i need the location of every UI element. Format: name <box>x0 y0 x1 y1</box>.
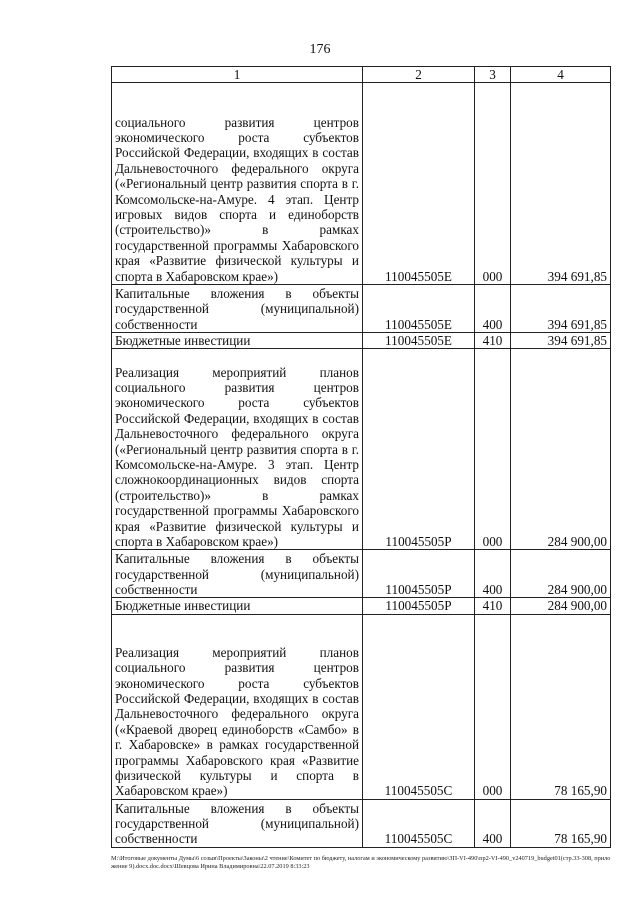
row-type-cell: 400 <box>475 799 511 847</box>
row-amount-cell: 394 691,85 <box>511 83 611 285</box>
footer-file-path: M:\Итоговые документы Думы\6 созыв\Проекты\Законы\2 чтение\Комитет по бюджету, налогам и экономическому развитию\ЗП-VI-490\пр2-VI-490_v240719_budget01(стр.33-308, приложение 9).docx.doc.docx\Шевцова Ирина Владимировна\22.07.2019 8:33:23 <box>111 855 611 871</box>
row-amount-cell: 394 691,85 <box>511 333 611 349</box>
row-type-cell: 400 <box>475 285 511 333</box>
row-name-cell: Капитальные вложения в объекты государственной (муниципальной) собственности <box>112 285 363 333</box>
row-name-cell: Реализация мероприятий планов социального развития центров экономического роста субъектов Российской Федерации, входящих в состав Дальневосточного федерального округа («Краевой дворец единоборств «Самбо» в г. Хабаровске» в рамках государственной программы Хабаровского края «Развитие физической культуры и спорта в Хабаровском крае») <box>112 614 363 799</box>
row-code-cell: 110045505Р <box>363 349 475 550</box>
row-code-cell: 110045505Е <box>363 333 475 349</box>
table-row <box>112 614 611 799</box>
budget-table <box>111 66 611 848</box>
row-type-cell: 410 <box>475 598 511 614</box>
row-type-cell: 000 <box>475 83 511 285</box>
page-number: 176 <box>309 42 331 57</box>
header-cell: 4 <box>511 67 611 83</box>
row-code-cell: 110045505Е <box>363 83 475 285</box>
row-code-cell: 110045505Е <box>363 285 475 333</box>
row-type-cell: 000 <box>475 349 511 550</box>
row-type-cell: 410 <box>475 333 511 349</box>
row-name-cell: Бюджетные инвестиции <box>112 333 363 349</box>
header-cell: 3 <box>475 67 511 83</box>
table-row <box>112 333 611 349</box>
row-code-cell: 110045505Р <box>363 550 475 598</box>
row-code-cell: 110045505С <box>363 799 475 847</box>
row-code-cell: 110045505С <box>363 614 475 799</box>
table-row <box>112 598 611 614</box>
row-type-cell: 400 <box>475 550 511 598</box>
table-row <box>112 550 611 598</box>
table-row <box>112 799 611 847</box>
row-name-cell: Бюджетные инвестиции <box>112 598 363 614</box>
row-amount-cell: 78 165,90 <box>511 799 611 847</box>
row-code-cell: 110045505Р <box>363 598 475 614</box>
row-amount-cell: 78 165,90 <box>511 614 611 799</box>
row-name-cell: Капитальные вложения в объекты государственной (муниципальной) собственности <box>112 799 363 847</box>
row-name-cell: социального развития центров экономического роста субъектов Российской Федерации, входящих в состав Дальневосточного федерального округа («Региональный центр развития спорта в г. Комсомольске-на-Амуре. 4 этап. Центр игровых видов спорта и единоборств (строительство)» в рамках государственной программы Хабаровского края «Развитие физической культуры и спорта в Хабаровском крае») <box>112 83 363 285</box>
row-name-cell: Реализация мероприятий планов социального развития центров экономического роста субъектов Российской Федерации, входящих в состав Дальневосточного федерального округа («Региональный центр развития спорта в г. Комсомольске-на-Амуре. 3 этап. Центр сложнокоординационных видов спорта (строительство)» в рамках государственной программы Хабаровского края «Развитие физической культуры и спорта в Хабаровском крае») <box>112 349 363 550</box>
row-amount-cell: 394 691,85 <box>511 285 611 333</box>
row-name-cell: Капитальные вложения в объекты государственной (муниципальной) собственности <box>112 550 363 598</box>
table-header-row <box>112 67 611 83</box>
table-row <box>112 285 611 333</box>
row-type-cell: 000 <box>475 614 511 799</box>
row-amount-cell: 284 900,00 <box>511 349 611 550</box>
table-row <box>112 83 611 285</box>
row-amount-cell: 284 900,00 <box>511 550 611 598</box>
row-amount-cell: 284 900,00 <box>511 598 611 614</box>
header-cell: 2 <box>363 67 475 83</box>
header-cell: 1 <box>112 67 363 83</box>
table-row <box>112 349 611 550</box>
